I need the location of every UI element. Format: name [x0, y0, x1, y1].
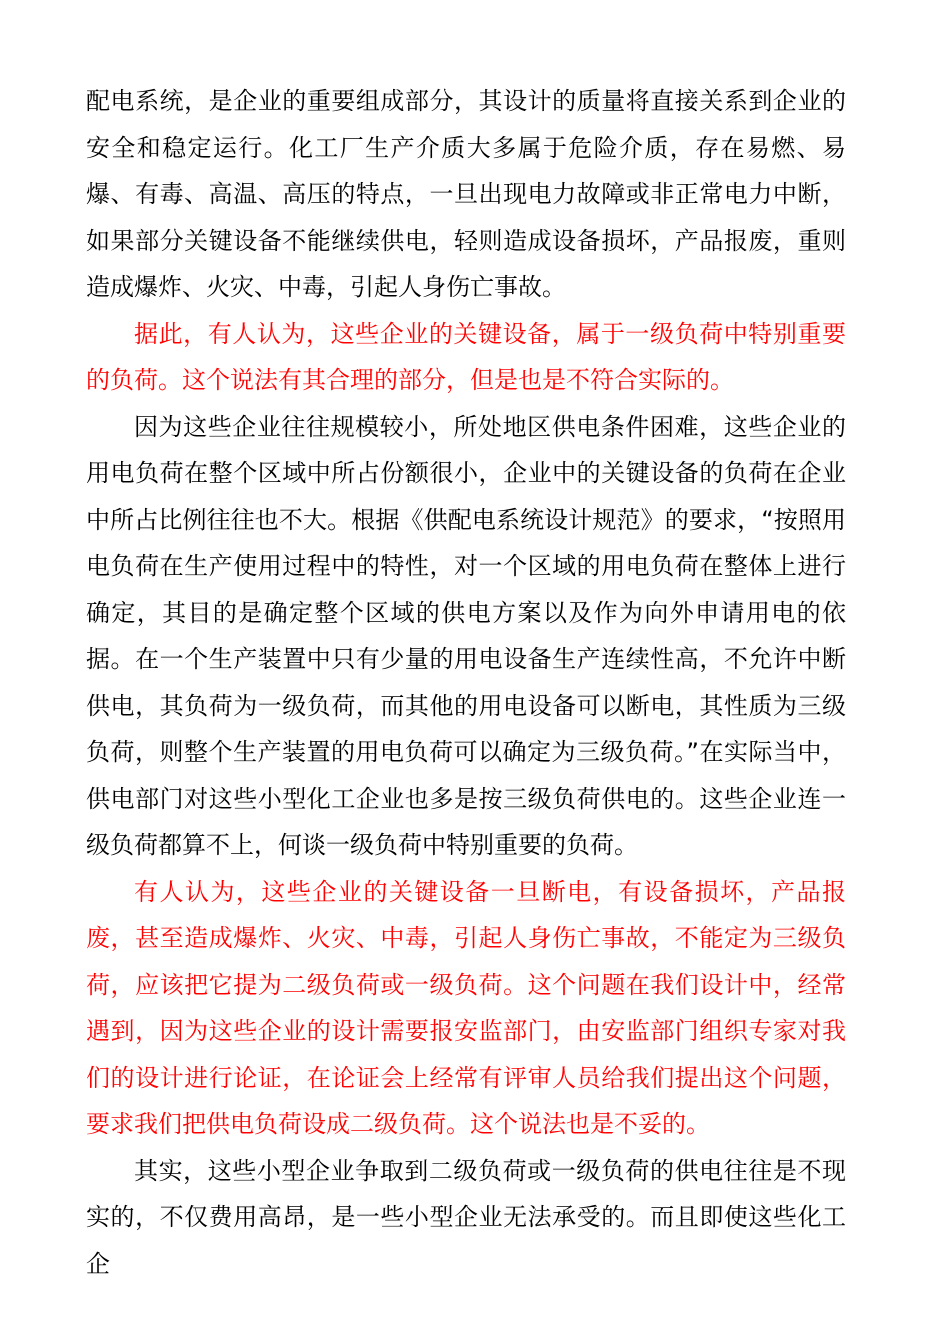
paragraph-explanation: 因为这些企业往往规模较小，所处地区供电条件困难，这些企业的用电负荷在整个区域中所占份额很小，企业中的关键设备的负荷在企业中所占比例往往也不大。根据《供配电系统设计规范》的要求，“按照用电负荷在生产使用过程中的特性，对一个区域的用电负荷在整体上进行确定，其目的是确定整个区域的供电方案以及作为向外申请用电的依据。在一个生产装置中只有少量的用电设备生产连续性高，不允许中断供电，其负荷为一级负荷，而其他的用电设备可以断电，其性质为三级负荷，则整个生产装置的用电负荷可以确定为三级负荷。”在实际当中，供电部门对这些小型化工企业也多是按三级负荷供电的。这些企业连一级负荷都算不上，何谈一级负荷中特别重要的负荷。 [86, 412, 846, 859]
paragraph-highlight-claim-1: 据此，有人认为，这些企业的关键设备，属于一级负荷中特别重要的负荷。这个说法有其合理的部分，但是也是不符合实际的。 [86, 319, 846, 394]
paragraph-intro: 配电系统，是企业的重要组成部分，其设计的质量将直接关系到企业的安全和稳定运行。化工厂生产介质大多属于危险介质，存在易燃、易爆、有毒、高温、高压的特点，一旦出现电力故障或非正常电力中断，如果部分关键设备不能继续供电，轻则造成设备损坏，产品报废，重则造成爆炸、火灾、中毒，引起人身伤亡事故。 [86, 87, 846, 301]
paragraph-conclusion: 其实，这些小型企业争取到二级负荷或一级负荷的供电往往是不现实的，不仅费用高昂，是一些小型企业无法承受的。而且即使这些化工企 [86, 1156, 846, 1278]
paragraph-highlight-claim-2: 有人认为，这些企业的关键设备一旦断电，有设备损坏，产品报废，甚至造成爆炸、火灾、中毒，引起人身伤亡事故，不能定为三级负荷，应该把它提为二级负荷或一级负荷。这个问题在我们设计中，经常遇到，因为这些企业的设计需要报安监部门，由安监部门组织专家对我们的设计进行论证，在论证会上经常有评审人员给我们提出这个问题，要求我们把供电负荷设成二级负荷。这个说法也是不妥的。 [86, 877, 846, 1138]
